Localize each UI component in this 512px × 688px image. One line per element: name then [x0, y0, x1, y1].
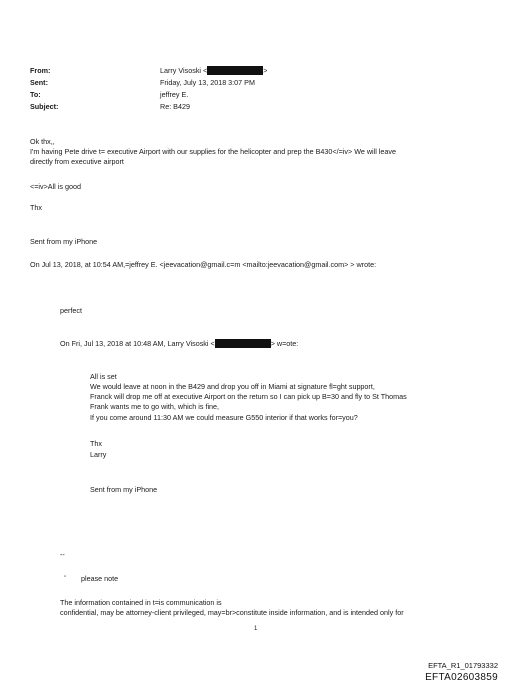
quoted-line: perfect	[60, 306, 82, 315]
quoted-line: Larry	[90, 450, 107, 459]
from-label: From:	[30, 66, 51, 75]
body-line: Thx	[30, 203, 42, 212]
quoted-line: Frank wants me to go with, which is fine,	[90, 402, 220, 411]
quote-attribution-2	[60, 339, 298, 349]
redaction-bar	[215, 339, 271, 348]
body-line: <=iv>All is good	[30, 182, 81, 191]
quoted-line: Sent from my iPhone	[90, 485, 158, 494]
from-suffix: >	[263, 66, 268, 75]
confidentiality-line: confidential, may be attorney-client privileged, may=br>constitute inside information, and is intended only for	[60, 608, 404, 617]
body-line: I'm having Pete drive t= executive Airport with our supplies for the helicopter and prep the B430</=iv> We will leave	[30, 147, 397, 156]
bates-id-2: EFTA02603859	[425, 672, 498, 683]
quote-attribution-prefix: On Fri, Jul 13, 2018 at 10:48 AM, Larry Visoski <	[60, 339, 215, 348]
signature-dashes: --	[60, 550, 65, 559]
bates-id-1: EFTA_R1_01793332	[428, 661, 498, 670]
quote-attribution-suffix: > w=ote:	[270, 339, 299, 348]
redaction-bar	[207, 66, 263, 75]
body-line: Sent from my iPhone	[30, 237, 98, 246]
to-label: To:	[30, 90, 41, 99]
quoted-line: Thx	[90, 439, 102, 448]
quote-attribution: On Jul 13, 2018, at 10:54 AM,=jeffrey E. <jeevacation@gmail.c=m <mailto:jeevacation@gmail.com> > wrote:	[30, 260, 377, 269]
sent-label: Sent:	[30, 78, 48, 87]
note-line: please note	[81, 574, 119, 583]
subject-value: Re: B429	[160, 102, 190, 111]
quoted-line: Franck will drop me off at executive Airport on the return so I can pick up B=30 and fly to St Thomas	[90, 392, 407, 401]
quoted-line: If you come around 11:30 AM we could measure G550 interior if that works for=you?	[90, 413, 358, 422]
subject-label: Subject:	[30, 102, 59, 111]
confidentiality-line: The information contained in t=is communication is	[60, 598, 222, 607]
from-name: Larry Visoski <	[160, 66, 208, 75]
body-line: directly from executive airport	[30, 157, 124, 166]
quoted-line: We would leave at noon in the B429 and drop you off in Miami at signature fl=ght support,	[90, 382, 375, 391]
from-value	[160, 66, 267, 76]
to-value: jeffrey E.	[160, 90, 189, 99]
body-line: Ok thx,,	[30, 137, 55, 146]
sent-value: Friday, July 13, 2018 3:07 PM	[160, 78, 255, 87]
page-number: 1	[254, 626, 258, 632]
quoted-line: All is set	[90, 372, 117, 381]
bullet-icon: ▫	[64, 574, 67, 580]
